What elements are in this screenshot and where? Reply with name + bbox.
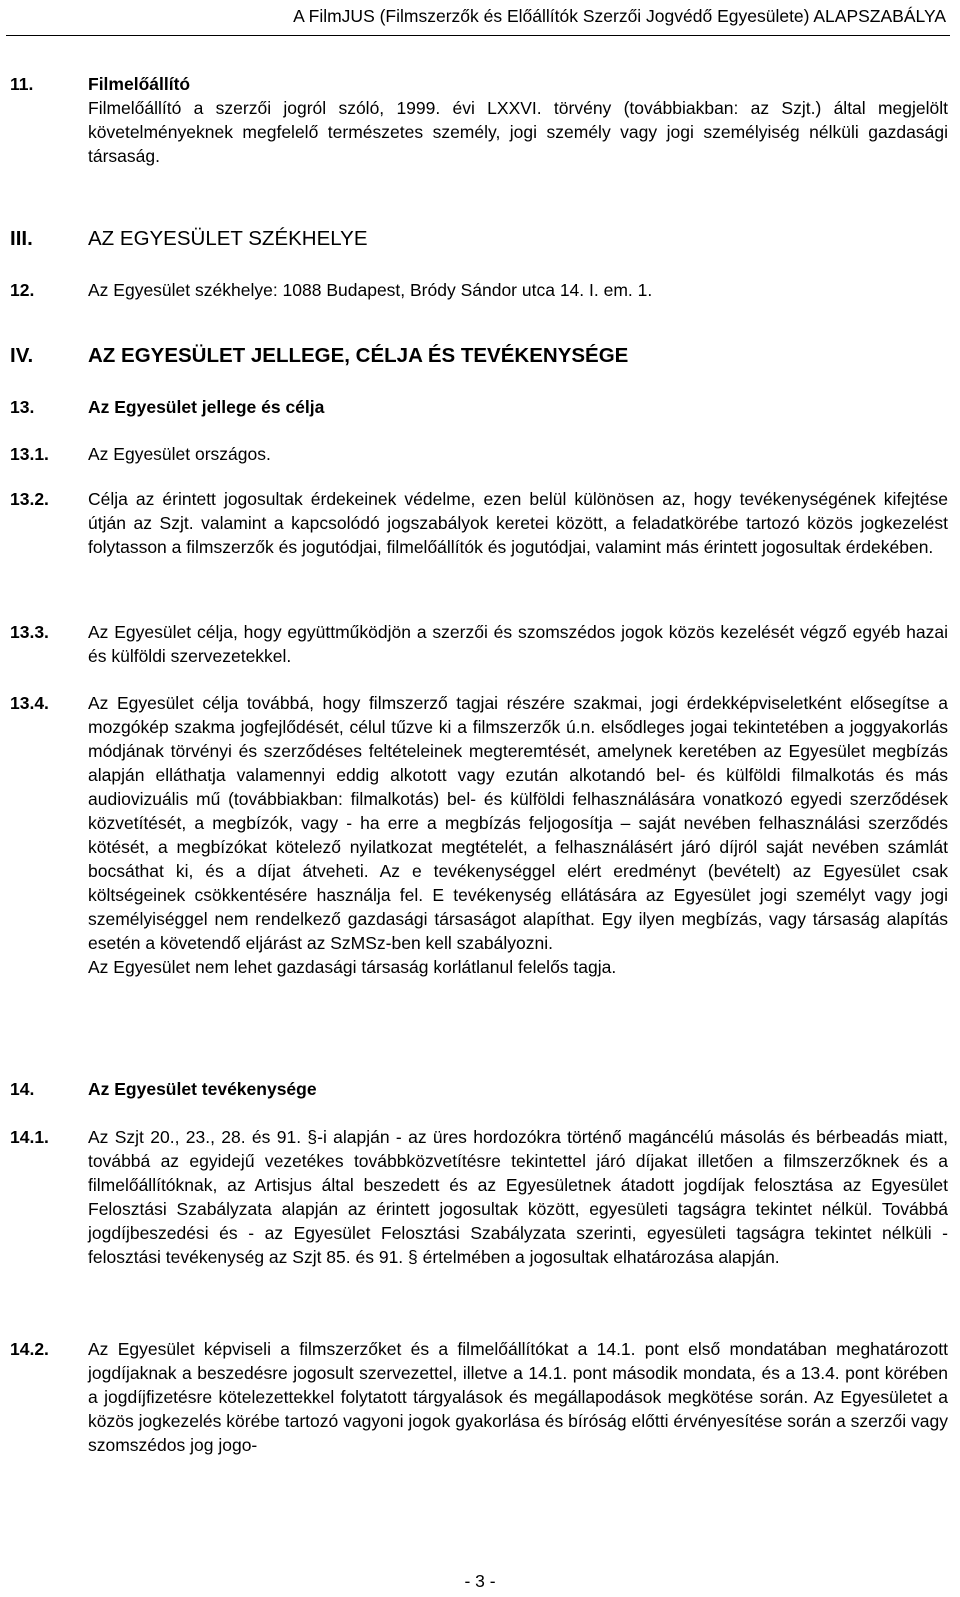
section-13 [10, 395, 948, 419]
section-number: 13.1. [10, 444, 49, 464]
section-11 [10, 72, 948, 168]
section-title: Az Egyesület tevékenysége [88, 1079, 317, 1099]
section-text: Az Egyesület országos. [88, 444, 271, 464]
chapter-title: AZ EGYESÜLET JELLEGE, CÉLJA ÉS TEVÉKENYSÉGE [88, 344, 629, 367]
section-13-2 [10, 487, 948, 559]
section-text: Az Egyesület székhelye: 1088 Budapest, Bródy Sándor utca 14. I. em. 1. [88, 280, 653, 300]
section-number: 13.4. [10, 693, 49, 713]
chapter-number: III. [10, 227, 33, 250]
chapter-title: AZ EGYESÜLET SZÉKHELYE [88, 227, 368, 250]
section-number: 12. [10, 280, 35, 300]
section-text-2: Az Egyesület nem lehet gazdasági társaság korlátlanul felelős tagja. [88, 957, 617, 977]
section-text: Célja az érintett jogosultak érdekeinek védelme, ezen belül különösen az, hogy tevékenységének kifejtése útján az Szjt. valamint a kapcsolódó jogszabályok keretei között, a feladatkörébe tartozó közös jogkezelést folytasson a filmszerzők és jogutódjai, filmelőállítók és jogutódjai, valamint más érintett jogosultak érdekében. [88, 489, 948, 557]
chapter-3 [10, 226, 948, 252]
chapter-4 [10, 343, 948, 369]
section-title: Filmelőállító [88, 74, 191, 94]
section-number: 13.3. [10, 622, 49, 642]
section-13-4 [10, 691, 948, 979]
section-14 [10, 1077, 948, 1101]
section-number: 14.1. [10, 1127, 49, 1147]
section-title: Az Egyesület jellege és célja [88, 397, 325, 417]
section-text: Az Egyesület képviseli a filmszerzőket és a filmelőállítókat a 14.1. pont első mondatában meghatározott jogdíjaknak a beszedésre jogosult szervezettel, illetve a 14.1. pont második mondata, és a 13.4. pont körében a jogdíjfizetésre kötelezettekkel folytatott tárgyalások és megállapodások megkötése során. Az Egyesületet a közös jogkezelés körébe tartozó vagyoni jogok gyakorlása és bíróság előtti érvényesítése során a szerzői vagy szomszédos jog jogo- [88, 1339, 948, 1455]
running-header: A FilmJUS (Filmszerzők és Előállítók Szerzői Jogvédő Egyesülete) ALAPSZABÁLYA [293, 6, 946, 26]
section-number: 14. [10, 1079, 35, 1099]
section-text: Az Szjt 20., 23., 28. és 91. §-i alapján - az üres hordozókra történő magáncélú másolás és bérbeadás miatt, továbbá az egyidejű vezetékes továbbközvetítésre tekintettel járó díjakat illetően a filmszerzőknek és a filmelőállítóknak, az Artisjus által beszedett és az Egyesületnek átadott jogdíjak felosztása az Egyesület Felosztási Szabályzata alapján az érintett jogosultak között, egyesületi tagságra tekintet nélkül. Továbbá jogdíjbeszedési és - az Egyesület Felosztási Szabályzata szerinti, egyesületi tagságra tekintet nélküli - felosztási tevékenység az Szjt 85. és 91. § értelmében a jogosultak elhatározása alapján. [88, 1127, 948, 1267]
section-text: Az Egyesület célja, hogy együttműködjön a szerzői és szomszédos jogok közös kezelését végző egyéb hazai és külföldi szervezetekkel. [88, 622, 948, 666]
page-number: - 3 - [464, 1571, 496, 1591]
section-13-1 [10, 442, 948, 466]
section-number: 14.2. [10, 1339, 49, 1359]
section-number: 11. [10, 74, 34, 94]
header-rule [6, 35, 950, 36]
section-number: 13.2. [10, 489, 49, 509]
section-14-1 [10, 1125, 948, 1269]
section-14-2 [10, 1337, 948, 1457]
section-text: Az Egyesület célja továbbá, hogy filmszerző tagjai részére szakmai, jogi érdekképviseletként elősegítse a mozgókép szakma jogfejlődését, célul tűzve ki a filmszerzők ú.n. elsődleges jogai tekintetében a joggyakorlás módjának törvényi és szerződéses feltételeinek megteremtését, amelynek keretében az Egyesület megbízás alapján elláthatja valamennyi eddig alkotott vagy ezután alkotandó bel- és külföldi filmalkotás és más audiovizuális mű (továbbiakban: filmalkotás) bel- és külföldi felhasználására vonatkozó egyedi szerződések közvetítését, a megbízók, vagy - ha erre a megbízás feljogosítja – saját nevében felhasználási szerződés kötését, a megbízókat kötelező nyilatkozat megtételét, a felhasználásért járó díjról saját nevében számlát bocsáthat ki, és a díjat átveheti. Az e tevékenységgel elért eredményt (bevételt) az Egyesület csak költségeinek csökkentésére használja fel. E tevékenység ellátására az Egyesület jogi személyt vagy jogi személyiséggel nem rendelkező gazdasági társaságot alapíthat. Egy ilyen megbízás, vagy társaság alapítás esetén a követendő eljárást az SzMSz-ben kell szabályozni. [88, 693, 948, 953]
section-12 [10, 278, 948, 302]
section-13-3 [10, 620, 948, 668]
section-number: 13. [10, 397, 35, 417]
chapter-number: IV. [10, 344, 34, 367]
section-text: Filmelőállító a szerzői jogról szóló, 1999. évi LXXVI. törvény (továbbiakban: az Szjt.) által megjelölt követelményeknek megfelelő természetes személy, jogi személy vagy jogi személyiség nélküli gazdasági társaság. [88, 98, 948, 166]
